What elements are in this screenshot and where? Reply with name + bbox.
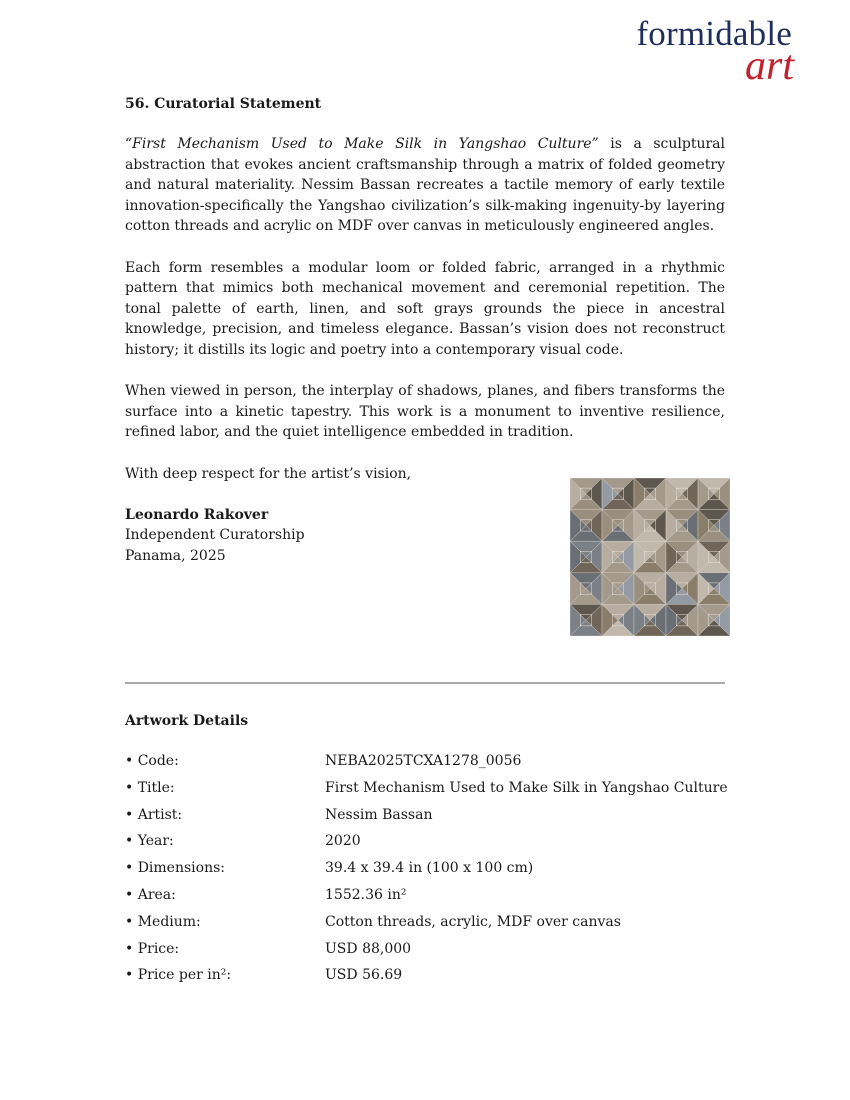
logo-accent: art bbox=[744, 43, 794, 89]
detail-row-price-per-in2 bbox=[125, 966, 745, 993]
signature-name: Leonardo Rakover bbox=[125, 506, 269, 523]
signature-role: Independent Curatorship bbox=[125, 527, 305, 544]
artwork-details bbox=[125, 712, 745, 993]
artwork-image bbox=[570, 478, 730, 636]
detail-label: • Artist: bbox=[125, 806, 183, 823]
detail-row-code bbox=[125, 752, 745, 779]
detail-row-price bbox=[125, 940, 745, 967]
signature-place: Panama, 2025 bbox=[125, 547, 226, 564]
brand-logo bbox=[636, 16, 792, 87]
detail-row-dimensions bbox=[125, 859, 745, 886]
detail-label: • Code: bbox=[125, 753, 179, 769]
detail-label: • Price per in²: bbox=[125, 967, 232, 984]
detail-value: Nessim Bassan bbox=[325, 806, 433, 823]
detail-row-artist bbox=[125, 806, 745, 833]
detail-row-area bbox=[125, 886, 745, 913]
closing-line: With deep respect for the artist’s vision, bbox=[125, 465, 412, 482]
detail-value: USD 88,000 bbox=[325, 940, 412, 957]
detail-row-medium bbox=[125, 913, 745, 940]
logo-wordmark: formidable bbox=[636, 14, 792, 53]
detail-row-year bbox=[125, 832, 745, 859]
section-divider bbox=[125, 682, 725, 684]
detail-value: Cotton threads, acrylic, MDF over canvas bbox=[325, 913, 621, 930]
detail-value: 1552.36 in² bbox=[325, 886, 407, 903]
artwork-title-quote: “First Mechanism Used to Make Silk in Yangshao Culture” bbox=[125, 136, 599, 152]
statement-paragraph-2: Each form resembles a modular loom or folded fabric, arranged in a rhythmic pattern that mimics both mechanical movement and ceremonial repetition. The tonal palette of earth, linen, and soft grays grounds the piece in ancestral knowledge, precision, and timeless elegance. Bassan’s vision does not reconstruct history; it distills its logic and poetry into a contemporary visual code. bbox=[125, 259, 725, 358]
detail-value: First Mechanism Used to Make Silk in Yangshao Culture bbox=[325, 779, 728, 796]
detail-value: 2020 bbox=[325, 833, 361, 850]
statement-paragraph-1 bbox=[125, 134, 725, 237]
detail-value: USD 56.69 bbox=[325, 967, 403, 984]
section-title: 56. Curatorial Statement bbox=[125, 96, 322, 112]
detail-label: • Medium: bbox=[125, 913, 201, 930]
detail-label: • Title: bbox=[125, 779, 175, 796]
detail-label: • Dimensions: bbox=[125, 860, 225, 877]
detail-label: • Area: bbox=[125, 886, 176, 903]
paragraph-1-text: is a sculptural abstraction that evokes ancient craftsmanship through a matrix of folded geometry and natural materiality. Nessim Bassan recreates a tactile memory of early textile innovation-specifically the Yangshao civilization’s silk-making ingenuity-by layering cotton threads and acrylic on MDF over canvas in meticulously engineered angles. bbox=[125, 136, 726, 235]
detail-label: • Price: bbox=[125, 940, 180, 957]
statement-paragraph-3: When viewed in person, the interplay of shadows, planes, and fibers transforms the surface into a kinetic tapestry. This work is a monument to inventive resilience, refined labor, and the quiet intelligence embedded in tradition. bbox=[125, 383, 725, 441]
detail-row-title bbox=[125, 779, 745, 806]
detail-value: NEBA2025TCXA1278_0056 bbox=[325, 753, 522, 769]
detail-value: 39.4 x 39.4 in (100 x 100 cm) bbox=[325, 860, 534, 877]
detail-label: • Year: bbox=[125, 833, 174, 850]
details-title: Artwork Details bbox=[125, 713, 249, 729]
